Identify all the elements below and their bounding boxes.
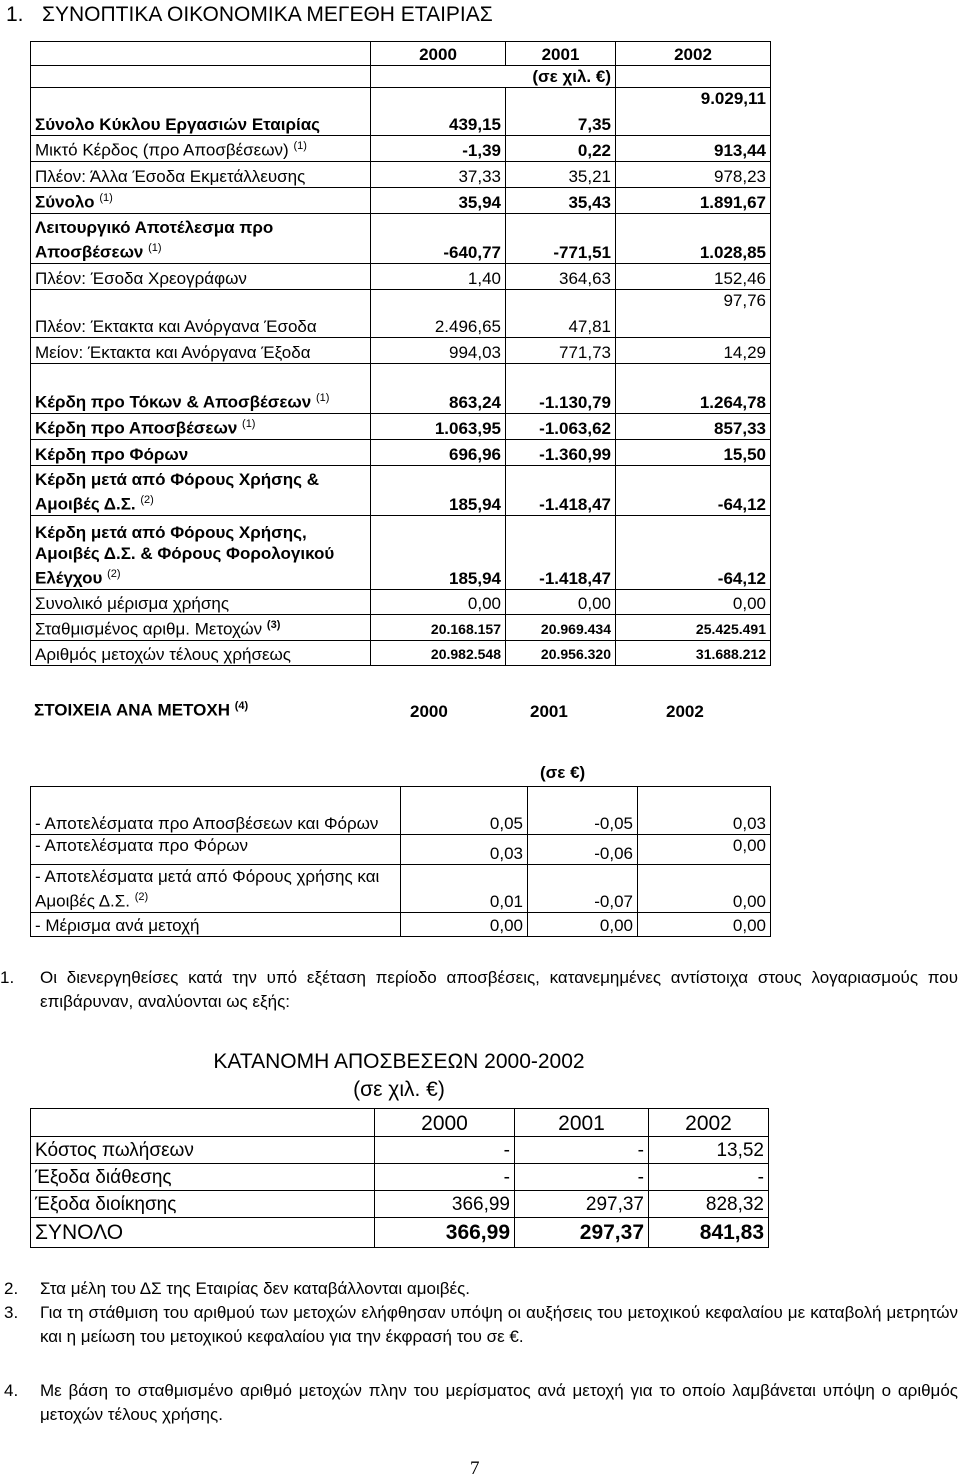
row-label: Κέρδη προ Τόκων & Αποσβέσεων <box>35 393 312 412</box>
row-label: Συνολικό μέρισμα χρήσης <box>31 590 371 615</box>
row-label: Κέρδη προ Φόρων <box>31 440 371 466</box>
footnote-item <box>0 1301 958 1349</box>
cell-2000: 20.982.548 <box>371 640 506 665</box>
footnote-number: 4. <box>4 1381 19 1400</box>
table-row <box>31 913 771 937</box>
cell-2001: 7,35 <box>506 88 616 136</box>
cell-2000: 0,00 <box>371 590 506 615</box>
cell-2001: -0,05 <box>528 787 638 835</box>
cell-2002: 25.425.491 <box>616 615 771 641</box>
row-label: Κέρδη μετά από Φόρους Χρήσης & Αμοιβές Δ.Σ. <box>35 470 320 514</box>
cell-2000: 185,94 <box>371 466 506 516</box>
cell-2001: 0,22 <box>506 136 616 162</box>
cell-2000: 37,33 <box>371 162 506 188</box>
year-header: 2002 <box>616 42 771 66</box>
footnote-ref: (1) <box>148 242 162 255</box>
footnote-ref: (1) <box>315 392 330 405</box>
cell-2000: - <box>375 1164 515 1191</box>
cell-2002: 1.028,85 <box>616 214 771 264</box>
cell-2000: 994,03 <box>371 338 506 364</box>
footnote-text: Οι διενεργηθείσες κατά την υπό εξέταση περίοδο αποσβέσεις, κατανεμημένες αντίστοιχα στους λογαριασμούς που επιβάρυναν, αναλύονται ως εξής: <box>40 968 958 1011</box>
cell-2001: -1.418,47 <box>506 466 616 516</box>
cell-2001: 297,37 <box>515 1218 649 1248</box>
row-label: - Αποτελέσματα προ Αποσβέσεων και Φόρων <box>31 787 401 835</box>
footnote-text: Για τη στάθμιση του αριθμού των μετοχών ελήφθησαν υπόψη οι αυξήσεις του μετοχικού κεφαλαίου με καταβολή μετρητών και η μείωση του μετοχικού κεφαλαίου για την έκφρασή του σε €. <box>40 1303 958 1346</box>
row-label: Λειτουργικό Αποτέλεσμα προ Αποσβέσεων <box>35 218 274 262</box>
row-label: Μείον: Έκτακτα και Ανόργανα Έξοδα <box>31 338 371 364</box>
row-label: Αριθμός μετοχών τέλους χρήσεως <box>31 640 371 665</box>
cell-2002: 31.688.212 <box>616 640 771 665</box>
cell-2002: 0,00 <box>638 913 771 937</box>
cell-2000: 439,15 <box>371 88 506 136</box>
cell-2002: 15,50 <box>616 440 771 466</box>
cell-2002: 0,00 <box>616 590 771 615</box>
cell-2000: 863,24 <box>371 364 506 414</box>
footnote-item <box>0 1277 958 1301</box>
year-header: 2000 <box>375 1109 515 1137</box>
table-row <box>31 640 771 665</box>
cell-2002: - <box>649 1164 769 1191</box>
table-row <box>31 865 771 913</box>
cell-2001: -1.063,62 <box>506 414 616 440</box>
cell-2001: 20.956.320 <box>506 640 616 665</box>
year-header: 2001 <box>530 702 568 721</box>
cell-2000: 0,03 <box>401 835 528 865</box>
section-number: 1. <box>6 3 24 26</box>
cell-2002: 97,76 <box>616 290 771 338</box>
table-row <box>31 88 771 136</box>
row-label: Μικτό Κέρδος (προ Αποσβέσεων) <box>35 141 289 160</box>
row-label: Σταθμισμένος αριθμ. Μετοχών <box>35 619 263 639</box>
row-label: Κέρδη μετά από Φόρους Χρήσης, Αμοιβές Δ.Σ. & Φόρους Φορολογικού Ελέγχου <box>35 523 335 588</box>
year-header: 2001 <box>515 1109 649 1137</box>
row-label: - Αποτελέσματα προ Φόρων <box>31 835 401 865</box>
cell-2001: -1.130,79 <box>506 364 616 414</box>
cell-2001: -1.360,99 <box>506 440 616 466</box>
table-row <box>31 466 771 516</box>
unit-label: (σε χιλ. €) <box>371 66 616 88</box>
cell-2002: 13,52 <box>649 1137 769 1164</box>
cell-2000: 0,05 <box>401 787 528 835</box>
footnote-ref: (2) <box>140 494 154 507</box>
cell-2001: -0,06 <box>528 835 638 865</box>
cell-2002: -64,12 <box>616 466 771 516</box>
cell-2002: 0,03 <box>638 787 771 835</box>
cell-2001: -771,51 <box>506 214 616 264</box>
cell-2002: 14,29 <box>616 338 771 364</box>
table-row <box>31 162 771 188</box>
cell-2001: 35,43 <box>506 188 616 214</box>
table-row <box>31 214 771 264</box>
footnote-text: Στα μέλη του ΔΣ της Εταιρίας δεν καταβάλλονται αμοιβές. <box>40 1279 470 1298</box>
cell-2001: 0,00 <box>528 913 638 937</box>
financial-summary-table <box>30 41 771 666</box>
cell-2000: 366,99 <box>375 1218 515 1248</box>
table-row <box>31 364 771 414</box>
footnote-ref: (2) <box>134 891 149 904</box>
depreciation-title <box>30 1048 768 1104</box>
table-row <box>31 440 771 466</box>
footnote-number: 3. <box>4 1303 19 1322</box>
footnote-ref: (1) <box>293 140 307 153</box>
cell-2000: 35,94 <box>371 188 506 214</box>
table-row <box>31 1164 769 1191</box>
row-label: - Αποτελέσματα μετά από Φόρους χρήσης και Αμοιβές Δ.Σ. <box>35 867 380 911</box>
year-header: 2000 <box>371 42 506 66</box>
footnote-ref: (2) <box>107 568 121 581</box>
cell-2001: -0,07 <box>528 865 638 913</box>
cell-2002: 0,00 <box>638 835 771 865</box>
cell-2001: 20.969.434 <box>506 615 616 641</box>
depreciation-table <box>30 1108 769 1248</box>
cell-2002: 152,46 <box>616 264 771 290</box>
cell-2000: 1.063,95 <box>371 414 506 440</box>
per-share-title-text: ΣΤΟΙΧΕΙΑ ΑΝΑ ΜΕΤΟΧΗ <box>34 700 230 720</box>
table-row <box>31 136 771 162</box>
depreciation-title-text: ΚΑΤΑΝΟΜΗ ΑΠΟΣΒΕΣΕΩΝ 2000-2002 <box>213 1050 585 1073</box>
footnote-ref: (1) <box>242 418 256 431</box>
cell-2002: 1.264,78 <box>616 364 771 414</box>
cell-2001: -1.418,47 <box>506 516 616 590</box>
footnote-ref: (1) <box>99 192 113 205</box>
footnote-item <box>0 966 958 1014</box>
row-label: Έξοδα διοίκησης <box>31 1191 375 1218</box>
cell-2002: 857,33 <box>616 414 771 440</box>
cell-2000: 20.168.157 <box>371 615 506 641</box>
cell-2000: 366,99 <box>375 1191 515 1218</box>
row-label: Έξοδα διάθεσης <box>31 1164 375 1191</box>
unit-label: (σε χιλ. €) <box>353 1078 445 1101</box>
table-row <box>31 1191 769 1218</box>
per-share-table <box>30 786 771 937</box>
cell-2002: 841,83 <box>649 1218 769 1248</box>
cell-2001: 771,73 <box>506 338 616 364</box>
table-row <box>31 1137 769 1164</box>
cell-2001: 0,00 <box>506 590 616 615</box>
cell-2001: 35,21 <box>506 162 616 188</box>
footnote-ref: (3) <box>266 619 281 631</box>
cell-2000: -1,39 <box>371 136 506 162</box>
cell-2002: 978,23 <box>616 162 771 188</box>
cell-2001: 297,37 <box>515 1191 649 1218</box>
row-label: Πλέον: Έσοδα Χρεογράφων <box>31 264 371 290</box>
row-label: Κόστος πωλήσεων <box>31 1137 375 1164</box>
cell-2000: 1,40 <box>371 264 506 290</box>
row-label: Σύνολο <box>35 193 95 212</box>
year-header: 2000 <box>410 702 448 721</box>
footnote-ref: (4) <box>234 700 249 712</box>
row-label: Πλέον: Έκτακτα και Ανόργανα Έσοδα <box>31 290 371 338</box>
per-share-title <box>34 700 248 721</box>
table-row-total <box>31 1218 769 1248</box>
cell-2000: -640,77 <box>371 214 506 264</box>
cell-2000: 0,00 <box>401 913 528 937</box>
row-label: Σύνολο Κύκλου Εργασιών Εταιρίας <box>31 88 371 136</box>
cell-2002: 1.891,67 <box>616 188 771 214</box>
cell-2002: -64,12 <box>616 516 771 590</box>
footnote-item <box>0 1379 958 1427</box>
table-row <box>31 338 771 364</box>
cell-2000: 185,94 <box>371 516 506 590</box>
row-label: Κέρδη προ Αποσβέσεων <box>35 419 238 438</box>
cell-2001: - <box>515 1137 649 1164</box>
cell-2001: - <box>515 1164 649 1191</box>
cell-2000: 0,01 <box>401 865 528 913</box>
table-row <box>31 414 771 440</box>
table-row <box>31 787 771 835</box>
section-heading <box>6 2 493 28</box>
table-row <box>31 835 771 865</box>
row-label: ΣΥΝΟΛΟ <box>31 1218 375 1248</box>
section-title: ΣΥΝΟΠΤΙΚΑ ΟΙΚΟΝΟΜΙΚΑ ΜΕΓΕΘΗ ΕΤΑΙΡΙΑΣ <box>42 3 493 26</box>
table-row <box>31 590 771 615</box>
footnote-number: 1. <box>0 968 15 987</box>
footnote-text: Με βάση το σταθμισμένο αριθμό μετοχών πλην του μερίσματος ανά μετοχή για το οποίο λαμβάνεται υπόψη ο αριθμός μετοχών τέλους χρήσης. <box>40 1381 958 1424</box>
cell-2000: - <box>375 1137 515 1164</box>
cell-2002: 9.029,11 <box>616 88 771 136</box>
cell-2001: 47,81 <box>506 290 616 338</box>
cell-2001: 364,63 <box>506 264 616 290</box>
footnote-number: 2. <box>4 1279 19 1298</box>
cell-2000: 2.496,65 <box>371 290 506 338</box>
cell-2002: 0,00 <box>638 865 771 913</box>
table-row <box>31 290 771 338</box>
table-row <box>31 615 771 641</box>
unit-label: (σε €) <box>540 763 586 782</box>
year-header: 2002 <box>649 1109 769 1137</box>
year-header: 2002 <box>666 702 704 721</box>
year-header: 2001 <box>506 42 616 66</box>
table-row <box>31 188 771 214</box>
table-row <box>31 264 771 290</box>
page-number: 7 <box>470 1458 480 1479</box>
cell-2002: 913,44 <box>616 136 771 162</box>
cell-2000: 696,96 <box>371 440 506 466</box>
table-row <box>31 516 771 590</box>
row-label: Πλέον: Άλλα Έσοδα Εκμετάλλευσης <box>31 162 371 188</box>
row-label: - Μέρισμα ανά μετοχή <box>31 913 401 937</box>
cell-2002: 828,32 <box>649 1191 769 1218</box>
